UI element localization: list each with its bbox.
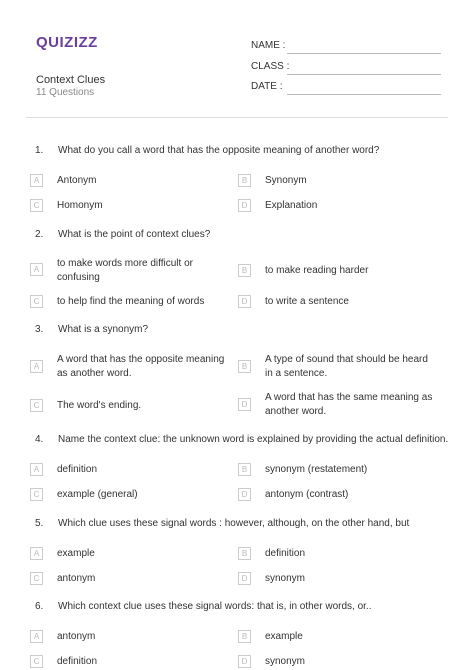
question-number: 4. [35,434,44,445]
question-text: Which context clue uses these signal words: that is, in other words, or.. [58,601,372,612]
class-field[interactable] [251,61,441,75]
option-letter-box: A [30,547,43,560]
date-line [287,94,441,95]
option-text: antonym [57,573,96,584]
option-text: antonym [57,631,96,642]
option-text: synonym [265,656,306,667]
option-letter-box: C [30,572,43,585]
option-letter-box: B [238,630,251,643]
option-letter-box: A [30,463,43,476]
class-line [287,74,441,75]
option-letter-box: D [238,572,251,585]
question-number: 3. [35,324,44,335]
option-text: synonym [265,573,306,584]
option-letter-box: B [238,547,251,560]
question-text: What is the point of context clues? [58,229,211,240]
option-text: example (general) [57,489,138,500]
option-text: Synonym [265,175,307,186]
option-letter-box: A [30,630,43,643]
option-text: to help find the meaning of words [57,296,205,307]
option-letter-box: C [30,655,43,668]
option-text: The word's ending. [57,400,142,411]
name-field[interactable] [251,40,441,54]
option-text: definition [57,464,98,475]
question-number: 1. [35,145,44,156]
option-letter-box: C [30,199,43,212]
option-letter-box: C [30,399,43,412]
date-field[interactable] [251,81,441,95]
option-text: Homonym [57,200,103,211]
name-line [287,53,441,54]
option-text: A type of sound that should be heard in a sentence. [265,354,428,379]
option-letter-box: D [238,398,251,411]
date-label: DATE : [251,81,283,92]
option-letter-box: B [238,174,251,187]
question-text: What is a synonym? [58,324,149,335]
option-letter-box: A [30,174,43,187]
option-text: Explanation [265,200,318,211]
option-letter-box: C [30,295,43,308]
option-letter-box: D [238,488,251,501]
option-letter-box: A [30,263,43,276]
option-letter-box: B [238,264,251,277]
option-letter-box: A [30,360,43,373]
question-text: Name the context clue: the unknown word is explained by providing the actual definition. [58,434,449,445]
option-text: A word that has the opposite meaning as another word. [57,354,225,379]
question-number: 6. [35,601,44,612]
header-divider [26,117,448,118]
option-text: definition [265,548,306,559]
option-text: example [265,631,303,642]
question-number: 5. [35,518,44,529]
option-letter-box: C [30,488,43,501]
class-label: CLASS : [251,61,290,72]
option-text: Antonym [57,175,97,186]
option-text: A word that has the same meaning as another word. [265,392,433,417]
option-text: example [57,548,95,559]
name-label: NAME : [251,40,286,51]
option-text: to make words more difficult or confusing [57,258,193,283]
option-letter-box: D [238,655,251,668]
option-text: antonym (contrast) [265,489,349,500]
option-letter-box: D [238,199,251,212]
question-text: Which clue uses these signal words : however, although, on the other hand, but [58,518,410,529]
option-letter-box: B [238,463,251,476]
option-text: definition [57,656,98,667]
option-letter-box: B [238,360,251,373]
option-text: to make reading harder [265,265,369,276]
quizizz-logo: QUIZIZZ [36,34,98,51]
option-text: synonym (restatement) [265,464,368,475]
option-letter-box: D [238,295,251,308]
question-number: 2. [35,229,44,240]
worksheet-title: Context Clues [36,74,106,86]
question-text: What do you call a word that has the opposite meaning of another word? [58,145,380,156]
worksheet-header [0,0,474,110]
option-text: to write a sentence [265,296,349,307]
question-count: 11 Questions [36,87,95,98]
